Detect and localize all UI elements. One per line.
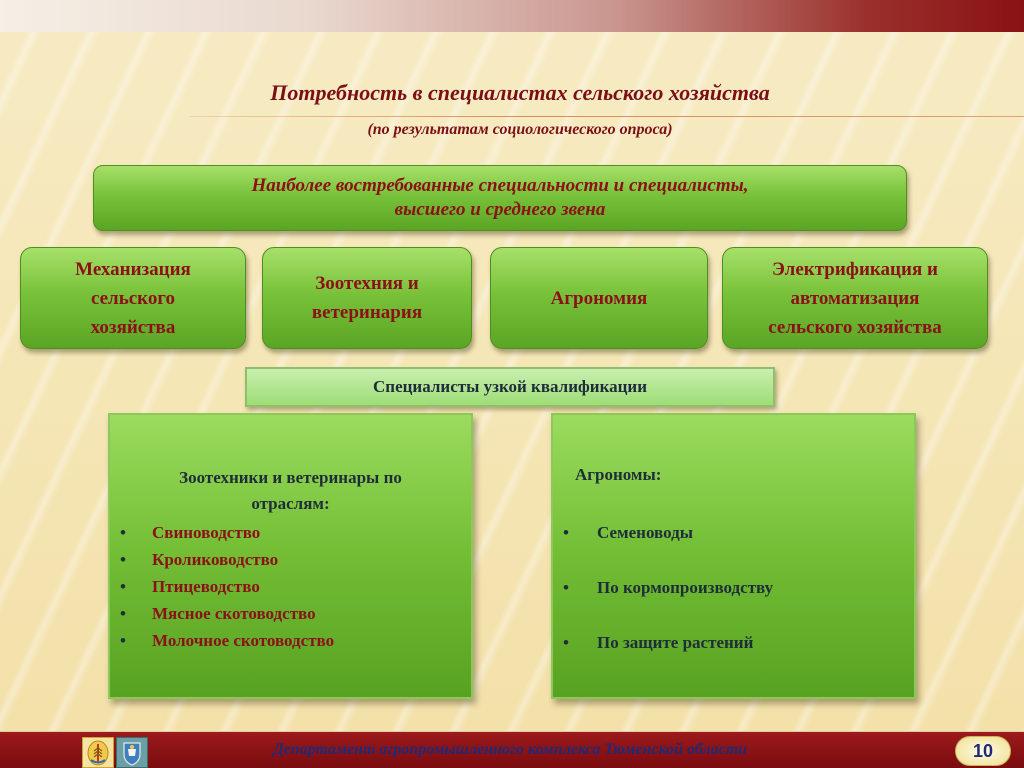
narrow-specialists-label: Специалисты узкой квалификации bbox=[373, 377, 647, 396]
category-agronomy bbox=[490, 247, 708, 349]
list-item-label: Мясное скотоводство bbox=[152, 604, 316, 623]
coat-of-arms-icon bbox=[116, 737, 148, 768]
list-item bbox=[110, 573, 334, 600]
panel-heading: Агрономы: bbox=[575, 465, 662, 484]
category-zootechnics bbox=[262, 247, 472, 349]
panel-heading-line: отраслям: bbox=[251, 494, 330, 513]
top-gradient-bar bbox=[0, 0, 1024, 32]
bullet-icon: • bbox=[120, 631, 126, 650]
list-item bbox=[553, 629, 773, 684]
top-specialties-line-1: Наиболее востребованные специальности и специалисты, bbox=[251, 175, 749, 196]
list-item-label: Птицеводство bbox=[152, 577, 260, 596]
bullet-icon: • bbox=[563, 578, 569, 597]
panel-heading bbox=[128, 465, 453, 517]
category-label: Агрономия bbox=[550, 287, 648, 309]
top-specialties-line-2: высшего и среднего звена bbox=[394, 199, 606, 220]
bullet-icon: • bbox=[563, 633, 569, 652]
bullet-icon: • bbox=[120, 604, 126, 623]
list-item bbox=[110, 600, 334, 627]
bullet-icon: • bbox=[120, 550, 126, 569]
narrow-specialists-box bbox=[245, 367, 775, 407]
wheat-emblem-icon bbox=[82, 737, 114, 768]
category-mechanization bbox=[20, 247, 246, 349]
list-item-label: По кормопроизводству bbox=[597, 578, 774, 597]
title-underline bbox=[190, 116, 1024, 117]
top-specialties-box bbox=[93, 165, 907, 231]
list-item bbox=[110, 627, 334, 654]
list-item bbox=[110, 546, 334, 573]
category-electrification bbox=[722, 247, 988, 349]
list-item-label: Молочное скотоводство bbox=[152, 631, 335, 650]
panel-heading-line: Зоотехники и ветеринары по bbox=[179, 468, 402, 487]
category-label: хозяйства bbox=[90, 316, 176, 338]
category-label: ветеринария bbox=[311, 302, 423, 323]
livestock-list bbox=[110, 519, 334, 654]
bullet-icon: • bbox=[120, 577, 126, 596]
list-item-label: Кролиководство bbox=[152, 550, 279, 569]
list-item-label: По защите растений bbox=[597, 633, 754, 652]
agronomists-panel bbox=[551, 413, 916, 699]
bullet-icon: • bbox=[563, 523, 569, 542]
category-label: Электрификация и bbox=[772, 258, 938, 280]
agronomists-list bbox=[553, 519, 773, 684]
livestock-specialists-panel bbox=[108, 413, 473, 699]
category-label: сельского хозяйства bbox=[768, 316, 942, 338]
list-item-label: Свиноводство bbox=[152, 523, 261, 542]
footer-department: Департамент агропромышленного комплекса Тюменской области bbox=[272, 741, 748, 758]
list-item bbox=[110, 519, 334, 546]
page-number-badge: 10 bbox=[955, 736, 1011, 766]
list-item bbox=[553, 519, 773, 574]
slide-title: Потребность в специалистах сельского хозяйства bbox=[270, 80, 770, 105]
list-item-label: Семеноводы bbox=[597, 523, 693, 542]
slide-subtitle: (по результатам социологического опроса) bbox=[367, 121, 673, 138]
category-label: автоматизация bbox=[790, 287, 920, 309]
category-label: Механизация bbox=[75, 258, 191, 280]
category-label: сельского bbox=[90, 287, 176, 309]
category-label: Зоотехния и bbox=[315, 273, 419, 294]
bullet-icon: • bbox=[120, 523, 126, 542]
list-item bbox=[553, 574, 773, 629]
footer-logos bbox=[82, 737, 150, 768]
